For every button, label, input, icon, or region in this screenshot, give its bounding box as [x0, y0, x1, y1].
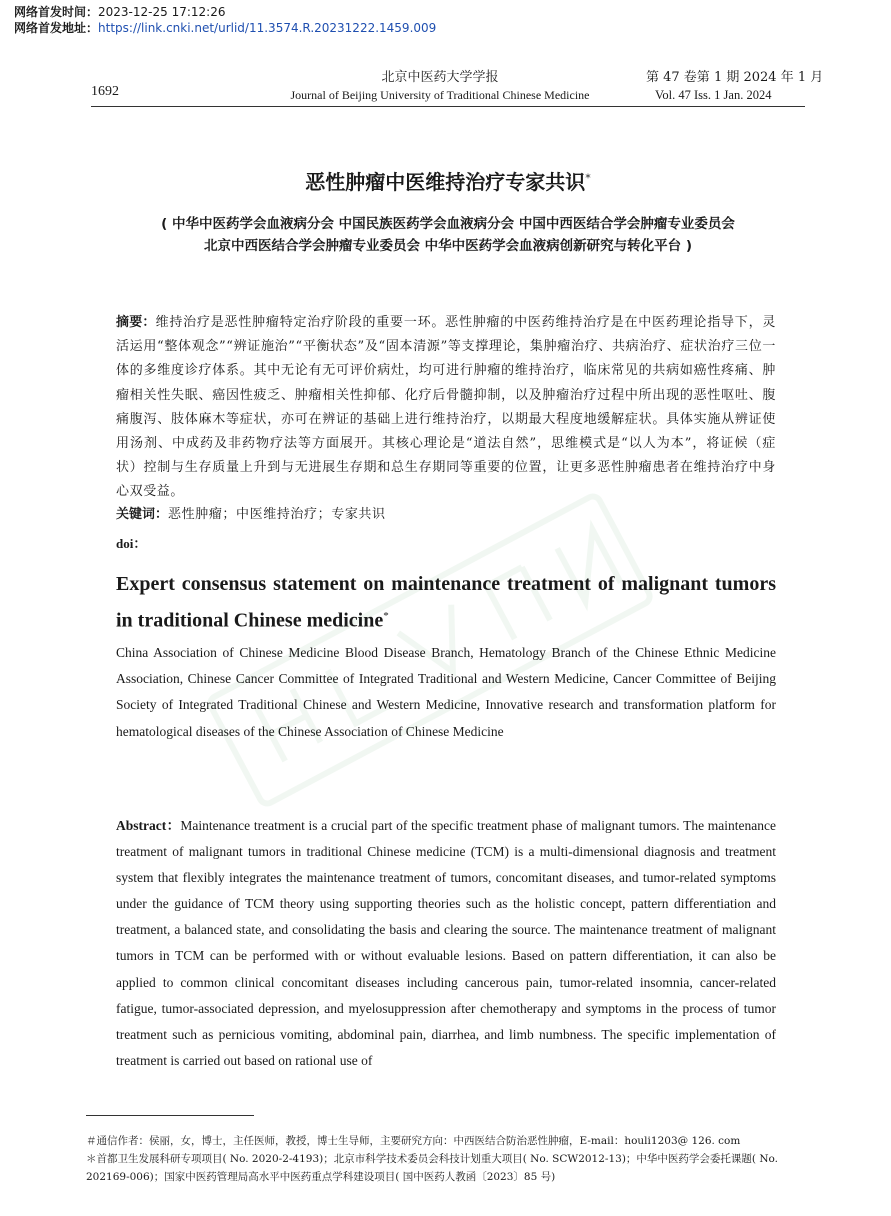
organizations-cn: [91, 213, 805, 257]
funding-note: ＊首都卫生发展科研专项项目( No. 2020-2-4193)；北京市科学技术委员会科技计划重大项目( No. SCW2012-13)；中华中医药学会委托课题( No. 202169-006)；国家中医药管理局高水平中医药重点学科建设项目( 国中医药人教函〔2023〕85 号): [86, 1153, 779, 1183]
abstract-cn-text: 维持治疗是恶性肿瘤特定治疗阶段的重要一环。恶性肿瘤的中医药维持治疗是在中医药理论指导下，灵活运用“整体观念”“辨证施治”“平衡状态”及“固本清源”等支撑理论，集肿瘤治疗、共病治疗、症状治疗三位一体的多维度诊疗体系。其中无论有无可评价病灶，均可进行肿瘤的维持治疗，临床常见的共病如癌性疼痛、肿瘤相关性失眠、癌因性疲乏、肿瘤相关性抑郁、化疗后骨髓抑制，以及肿瘤治疗过程中所出现的恶性呕吐、腹痛腹泻、肢体麻木等症状，亦可在辨证的基础上进行维持治疗，以期最大程度地缓解症状。具体实施从辨证使用汤剂、中成药及非药物疗法等方面展开。其核心理论是“道法自然”，思维模式是“以人为本”，将证候（症状）控制与生存质量上升到与无进展生存期和总生存期同等重要的位置，让更多恶性肿瘤患者在维持治疗中身心双受益。: [116, 315, 776, 500]
doi-label: doi：: [116, 536, 147, 551]
abstract-cn-label: 摘要：: [116, 315, 156, 330]
volume-info-cn: 第 47 卷第 1 期 2024 年 1 月: [646, 70, 824, 85]
abstract-en-label: Abstract：: [116, 818, 181, 833]
article-title-cn-text: 恶性肿瘤中医维持治疗专家共识: [305, 170, 586, 194]
doi-line: [116, 533, 146, 552]
publication-time-label: 网络首发时间：: [14, 5, 99, 19]
organizations-cn-line-1: ( 中华中医药学会血液病分会 中国民族医药学会血液病分会 中国中西医结合学会肿瘤专业委员会: [161, 216, 735, 232]
online-publication-note: [14, 4, 436, 36]
organizations-en: China Association of Chinese Medicine Blood Disease Branch, Hematology Branch of the Chinese Ethnic Medicine Association, Chinese Cancer Committee of Integrated Traditional and Western Medicine, Cancer Committee of Beijing Society of Integrated Traditional Chinese and Western Medicine, Innovative research and transformation platform for hematological diseases of the Chinese Association of Chinese Medicine: [116, 645, 776, 739]
publication-url-link[interactable]: https://link.cnki.net/urlid/11.3574.R.20231222.1459.009: [98, 21, 437, 35]
abstract-cn: [116, 311, 776, 505]
article-title-en: [116, 568, 776, 637]
keywords-cn-text: 恶性肿瘤；中医维持治疗；专家共识: [168, 507, 386, 522]
volume-info-en: Vol. 47 Iss. 1 Jan. 2024: [655, 88, 772, 102]
abstract-en-text: Maintenance treatment is a crucial part of the specific treatment phase of malignant tumors. The maintenance treatment of malignant tumors in traditional Chinese medicine (TCM) is a multi-dimensional diagnosis and treatment system that flexibly integrates the maintenance treatment of tumors, concomitant diseases, and tumor-related symptoms under the guidance of TCM theory using supporting theories such as the holistic concept, pattern differentiation and treatment, a balanced state, and consolidating the basis and clearing the source. The maintenance treatment of malignant tumors in TCM can be performed with or without evaluable lesions. Based on pattern differentiation, it can also be applied to common clinical concomitant diseases including cancerous pain, tumor-related insomnia, cancer-related fatigue, tumor-associated depression, and myelosuppression after chemotherapy and symptoms in the process of tumor treatment such as pernicious vomiting, abdominal pain, diarrhea, and limb numbness. The specific implementation of treatment is carried out based on rational use of: [116, 818, 776, 1068]
abstract-en: [116, 813, 776, 1074]
keywords-cn: [116, 505, 776, 525]
corresponding-author-note: ＃通信作者：侯丽，女，博士，主任医师，教授，博士生导师，主要研究方向：中西医结合防治恶性肿瘤，E-mail：houli1203@ 126. com: [86, 1135, 741, 1147]
publication-time-value: 2023-12-25 17:12:26: [98, 5, 226, 19]
organizations-cn-line-2: 北京中西医结合学会肿瘤专业委员会 中华中医药学会血液病创新研究与转化平台 ): [203, 238, 693, 254]
header-rule: [91, 106, 805, 107]
title-en-footnote-mark: *: [383, 610, 389, 622]
journal-name-en: Journal of Beijing University of Traditional Chinese Medicine: [290, 88, 590, 102]
footnote-rule: [86, 1115, 254, 1116]
keywords-cn-label: 关键词：: [116, 507, 169, 522]
journal-name-cn: 北京中医药大学学报: [381, 70, 499, 85]
page-number: 1692: [91, 84, 119, 99]
article-title-cn: [91, 166, 805, 195]
footnotes: [86, 1132, 810, 1186]
title-cn-footnote-mark: *: [585, 171, 591, 185]
article-title-en-text: Expert consensus statement on maintenance treatment of malignant tumors in traditional Chinese medicine: [116, 573, 776, 632]
publication-url-label: 网络首发地址：: [14, 21, 99, 35]
